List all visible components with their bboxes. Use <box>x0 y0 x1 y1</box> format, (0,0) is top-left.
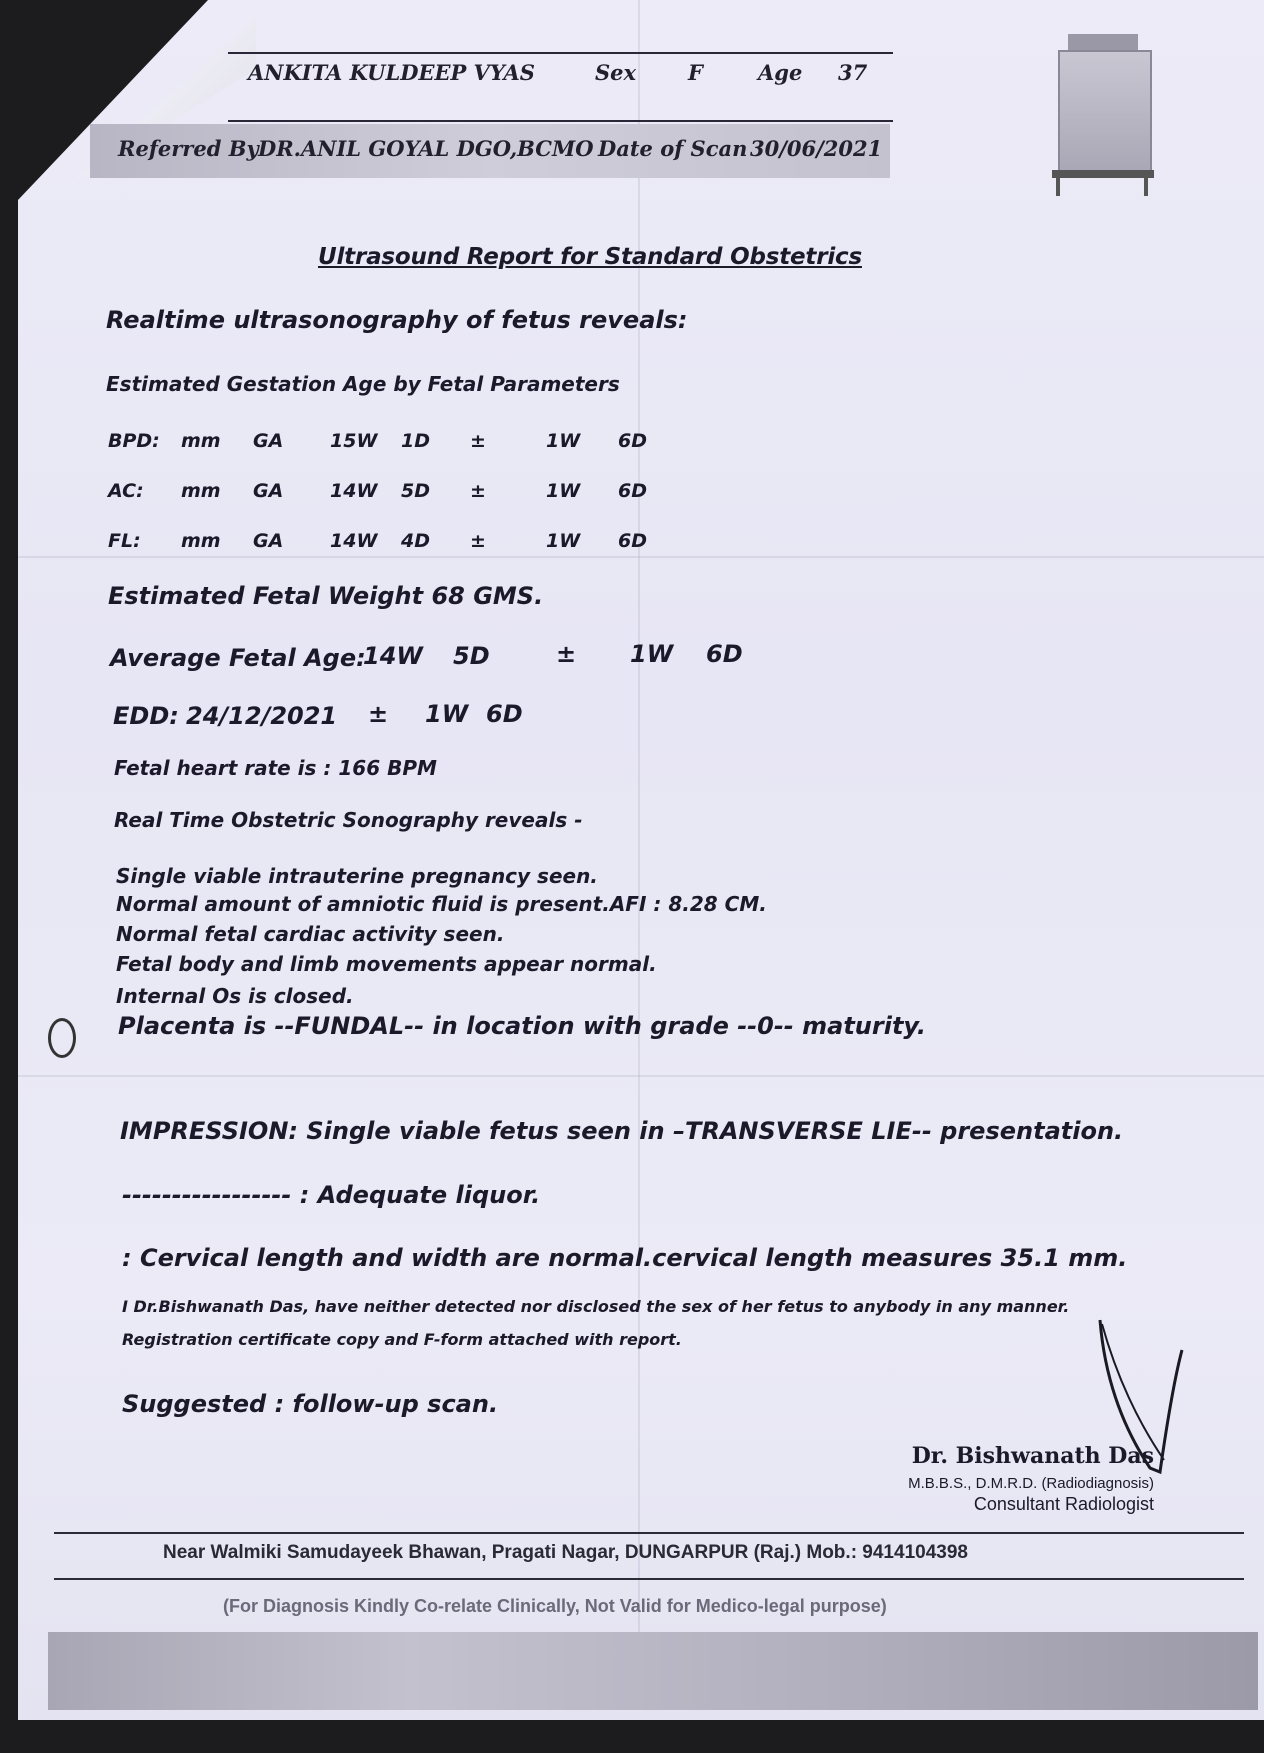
parameter-row-ac <box>108 480 728 510</box>
suggestion: Suggested : follow-up scan. <box>122 1390 499 1418</box>
param-weeks: 14W <box>330 480 378 502</box>
edd-pm: ± <box>368 700 389 728</box>
param-name: BPD: <box>108 430 160 452</box>
param-err-days: 6D <box>618 430 647 452</box>
paper-crease <box>18 1075 1264 1077</box>
ultrasound-machine-icon <box>1038 30 1168 200</box>
sex-label: Sex <box>595 60 637 85</box>
fetal-weight: Estimated Fetal Weight 68 GMS. <box>108 582 544 610</box>
form-strip-bottom <box>48 1632 1258 1710</box>
parameter-row-bpd <box>108 430 728 460</box>
param-ga: GA <box>253 480 284 502</box>
param-name: FL: <box>108 530 141 552</box>
heart-rate: Fetal heart rate is : 166 BPM <box>114 756 437 780</box>
doctor-qualifications: M.B.B.S., D.M.R.D. (Radiodiagnosis) <box>908 1475 1154 1492</box>
doctor-name: Dr. Bishwanath Das <box>911 1443 1154 1469</box>
param-unit: mm <box>181 530 221 552</box>
report-sheet <box>18 0 1264 1720</box>
clinic-address: Near Walmiki Samudayeek Bhawan, Pragati Nagar, DUNGARPUR (Raj.) Mob.: 9414104398 <box>163 1542 968 1563</box>
param-err-weeks: 1W <box>546 430 581 452</box>
param-pm: ± <box>470 530 486 552</box>
punch-hole-mark <box>48 1018 76 1058</box>
footer-rule <box>54 1578 1244 1580</box>
param-unit: mm <box>181 430 221 452</box>
param-err-days: 6D <box>618 530 647 552</box>
parameter-row-fl <box>108 530 728 560</box>
param-pm: ± <box>470 430 486 452</box>
finding-item: Fetal body and limb movements appear normal. <box>116 952 657 976</box>
report-title: Ultrasound Report for Standard Obstetrics <box>318 244 862 270</box>
date-label: Date of Scan <box>598 136 748 161</box>
param-pm: ± <box>470 480 486 502</box>
param-ga: GA <box>253 430 284 452</box>
intro-text: Realtime ultrasonography of fetus reveals: <box>106 306 688 334</box>
declaration-line: I Dr.Bishwanath Das, have neither detected nor disclosed the sex of her fetus to anybody in any manner. <box>122 1297 1070 1316</box>
age-value: 37 <box>838 60 868 85</box>
impression: IMPRESSION: Single viable fetus seen in –TRANSVERSE LIE-- presentation. <box>120 1117 1124 1145</box>
avg-age-err-days: 6D <box>706 640 743 668</box>
param-name: AC: <box>108 480 144 502</box>
header-rule <box>228 120 893 122</box>
param-err-weeks: 1W <box>546 480 581 502</box>
placenta-finding: Placenta is --FUNDAL-- in location with grade --0-- maturity. <box>118 1012 926 1040</box>
finding-item: Normal fetal cardiac activity seen. <box>116 922 505 946</box>
avg-age-weeks: 14W <box>363 642 423 670</box>
declaration-line: Registration certificate copy and F-form attached with report. <box>122 1330 682 1349</box>
finding-item: Internal Os is closed. <box>116 984 354 1008</box>
param-ga: GA <box>253 530 284 552</box>
avg-age-label: Average Fetal Age: <box>110 644 366 672</box>
referral-row <box>108 128 898 168</box>
avg-age-err-weeks: 1W <box>630 640 674 668</box>
edd-err-weeks: 1W <box>425 700 469 728</box>
finding-item: Single viable intrauterine pregnancy seen. <box>116 864 598 888</box>
footer-rule <box>54 1532 1244 1534</box>
date-value: 30/06/2021 <box>750 136 883 161</box>
param-days: 4D <box>401 530 430 552</box>
liquor-note: ----------------- : Adequate liquor. <box>122 1181 541 1209</box>
sex-value: F <box>688 60 703 85</box>
signature-block <box>908 1443 1154 1515</box>
finding-item: Normal amount of amniotic fluid is present.AFI : 8.28 CM. <box>116 892 767 916</box>
sonography-heading: Real Time Obstetric Sonography reveals - <box>114 808 583 832</box>
avg-age-days: 5D <box>453 642 490 670</box>
param-weeks: 15W <box>330 430 378 452</box>
ga-heading: Estimated Gestation Age by Fetal Parameters <box>106 372 620 396</box>
cervical-note: : Cervical length and width are normal.cervical length measures 35.1 mm. <box>122 1244 1128 1272</box>
param-weeks: 14W <box>330 530 378 552</box>
avg-age-pm: ± <box>556 640 577 668</box>
referred-value: DR.ANIL GOYAL DGO,BCMO <box>258 136 594 161</box>
edd-value: 24/12/2021 <box>186 702 338 730</box>
age-label: Age <box>758 60 803 85</box>
param-days: 1D <box>401 430 430 452</box>
param-err-days: 6D <box>618 480 647 502</box>
patient-name: ANKITA KULDEEP VYAS <box>248 60 535 85</box>
param-days: 5D <box>401 480 430 502</box>
referred-label: Referred By <box>118 136 259 161</box>
doctor-role: Consultant Radiologist <box>973 1494 1154 1514</box>
disclaimer: (For Diagnosis Kindly Co-relate Clinically, Not Valid for Medico-legal purpose) <box>223 1596 887 1616</box>
param-unit: mm <box>181 480 221 502</box>
param-err-weeks: 1W <box>546 530 581 552</box>
edd-err-days: 6D <box>486 700 523 728</box>
edd-label: EDD: <box>113 702 179 730</box>
patient-row <box>108 52 898 92</box>
